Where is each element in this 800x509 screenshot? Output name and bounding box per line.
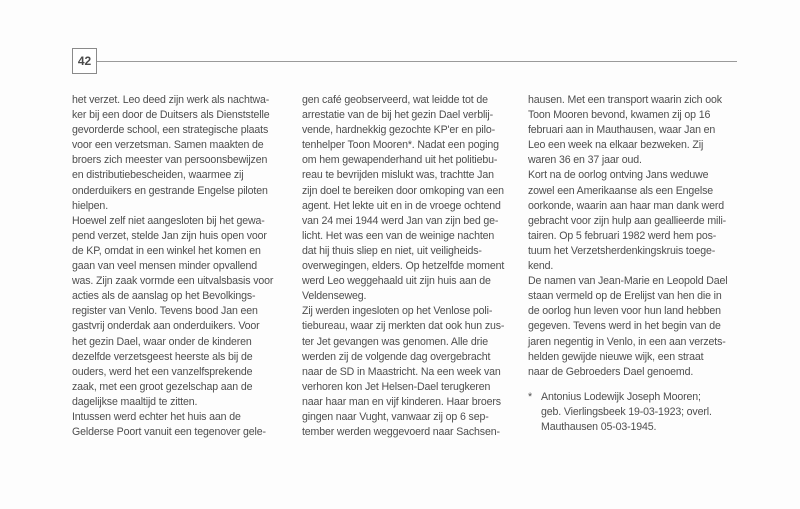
text-line: tember werden weggevoerd naar Sachsen- <box>302 426 500 439</box>
text-line: en distributiebescheiden, waarmee zij <box>72 169 244 182</box>
text-line: naar de SD in Maastricht. Na een week van <box>302 365 501 378</box>
text-column-left <box>72 93 273 440</box>
text-line: gevorderde school, een strategische plaats <box>72 124 269 137</box>
text-line: agent. Het lekte uit en in de vroege ochtend <box>302 199 501 212</box>
text-line: werden zij de volgende dag overgebracht <box>302 350 491 363</box>
text-line: Toon Mooren bevond, kwamen zij op 16 <box>528 109 711 122</box>
text-line: verhoren kon Jet Helsen-Dael terugkeren <box>302 380 491 393</box>
text-line: hielpen. <box>72 199 108 212</box>
text-line: februari aan in Mauthausen, waar Jan en <box>528 124 716 137</box>
text-line: helden gewijde nieuwe wijk, een straat <box>528 350 704 363</box>
text-line: broers zich meester van persoonsbewijzen <box>72 154 268 167</box>
text-line: reau te bevrijden mislukt was, trachtte Jan <box>302 169 494 182</box>
text-line: gen café geobserveerd, wat leidde tot de <box>302 94 488 106</box>
text-line: arrestatie van de bij het gezin Dael verblij- <box>302 109 493 122</box>
text-line: gebracht voor zijn hulp aan geallieerde mili- <box>528 214 727 227</box>
text-line: Veldenseweg. <box>302 290 367 303</box>
text-line: dezelfde verzetsgeest heerste als bij de <box>72 350 253 363</box>
footnote-line <box>528 405 727 420</box>
text-line: vende, hardnekkig gezochte KP'er en pilo- <box>302 124 496 137</box>
text-line: oorkonde, waarin aan haar man dank werd <box>528 199 724 212</box>
footnote-text: Antonius Lodewijk Joseph Mooren; <box>541 390 701 403</box>
text-line: ker bij een door de Duitsers als Dienststelle <box>72 109 270 122</box>
text-line: Hoewel zelf niet aangesloten bij het gewa- <box>72 214 265 227</box>
text-line: gastvrij onderdak aan onderduikers. Voor <box>72 320 260 333</box>
text-line: pend verzet, stelde Jan zijn huis open voor <box>72 229 267 242</box>
text-line: licht. Het was een van de weinige nachten <box>302 229 495 242</box>
text-column-middle <box>302 93 504 440</box>
text-line: was. Zijn zaak vormde een uitvalsbasis voor <box>72 275 274 288</box>
text-line: hausen. Met een transport waarin zich ook <box>528 94 722 106</box>
text-line: dat hij thuis sliep en niet, uit veiligheids- <box>302 244 482 257</box>
text-line: tairen. Op 5 februari 1982 werd hem pos- <box>528 229 717 242</box>
text-line: staan vermeld op de Erelijst van hen die in <box>528 290 722 303</box>
text-line: tiebureau, waar zij merkten dat ook hun zus- <box>302 320 505 333</box>
text-line: overwegingen, elders. Op hetzelfde moment <box>302 260 505 273</box>
text-line: dagelijkse maaltijd te zitten. <box>72 395 198 408</box>
text-line: gingen naar Vught, vanwaar zij op 6 sep- <box>302 410 489 423</box>
text-line: Kort na de oorlog ontving Jans weduwe <box>528 169 709 182</box>
footnote-spacer <box>528 380 727 390</box>
text-line: van 24 mei 1944 werd Jan van zijn bed ge- <box>302 214 499 227</box>
footnote-text: Mauthausen 05-03-1945. <box>541 420 657 433</box>
text-line: tenhelper Toon Mooren*. Nadat een poging <box>302 139 499 152</box>
page-number-box <box>72 48 97 74</box>
page-number: 42 <box>77 54 92 68</box>
text-line: zowel een Amerikaanse als een Engelse <box>528 184 714 197</box>
text-line: om hem gewapenderhand uit het politiebu- <box>302 154 498 167</box>
text-line: zaak, met een groot gezelschap aan de <box>72 380 253 393</box>
text-line: waren 36 en 37 jaar oud. <box>528 154 642 167</box>
text-line: register van Venlo. Tevens bood Jan een <box>72 305 258 318</box>
footnote-text: geb. Vierlingsbeek 19-03-1923; overl. <box>541 405 712 418</box>
text-column-right <box>528 93 727 435</box>
text-line: onderduikers en gestrande Engelse piloten <box>72 184 268 197</box>
text-line: het verzet. Leo deed zijn werk als nachtwa- <box>72 94 270 106</box>
text-line: gaan van veel mensen minder opvallend <box>72 260 258 273</box>
text-line: het gezin Dael, waar onder de kinderen <box>72 335 252 348</box>
text-line: Intussen werd echter het huis aan de <box>72 410 241 423</box>
text-line: Zij werden ingesloten op het Venlose poli- <box>302 305 493 318</box>
text-line: kend. <box>528 260 554 273</box>
text-line: acties als de aanslag op het Bevolkings- <box>72 290 256 303</box>
text-line: werd Leo weggehaald uit zijn huis aan de <box>302 275 491 288</box>
text-line: naar de Gebroeders Dael genoemd. <box>528 365 694 378</box>
footnote-line <box>528 420 727 435</box>
footnote-line <box>528 390 727 405</box>
footnote-marker: * <box>528 390 532 403</box>
text-line: naar haar man en vijf kinderen. Haar broers <box>302 395 501 408</box>
text-line: Leo een week na elkaar bezweken. Zij <box>528 139 704 152</box>
text-line: de oorlog hun leven voor hun land hebben <box>528 305 721 318</box>
text-line: De namen van Jean-Marie en Leopold Dael <box>528 275 728 288</box>
text-line: ouders, werd het een vanzelfsprekende <box>72 365 253 378</box>
footnote <box>528 390 727 435</box>
text-line: voor een verzetsman. Samen maakten de <box>72 139 264 152</box>
text-line: tuum het Verzetsherdenkingskruis toege- <box>528 244 716 257</box>
text-line: Gelderse Poort vanuit een tegenover gele- <box>72 426 266 439</box>
text-line: de KP, omdat in een winkel het komen en <box>72 244 261 257</box>
text-line: ter Jet gevangen was genomen. Alle drie <box>302 335 488 348</box>
text-line: jaren negentig in Venlo, in een aan verzets- <box>528 335 726 348</box>
header-rule <box>97 61 737 62</box>
text-line: zijn doel te bereiken door omkoping van een <box>302 184 504 197</box>
text-line: gegeven. Tevens werd in het begin van de <box>528 320 721 333</box>
